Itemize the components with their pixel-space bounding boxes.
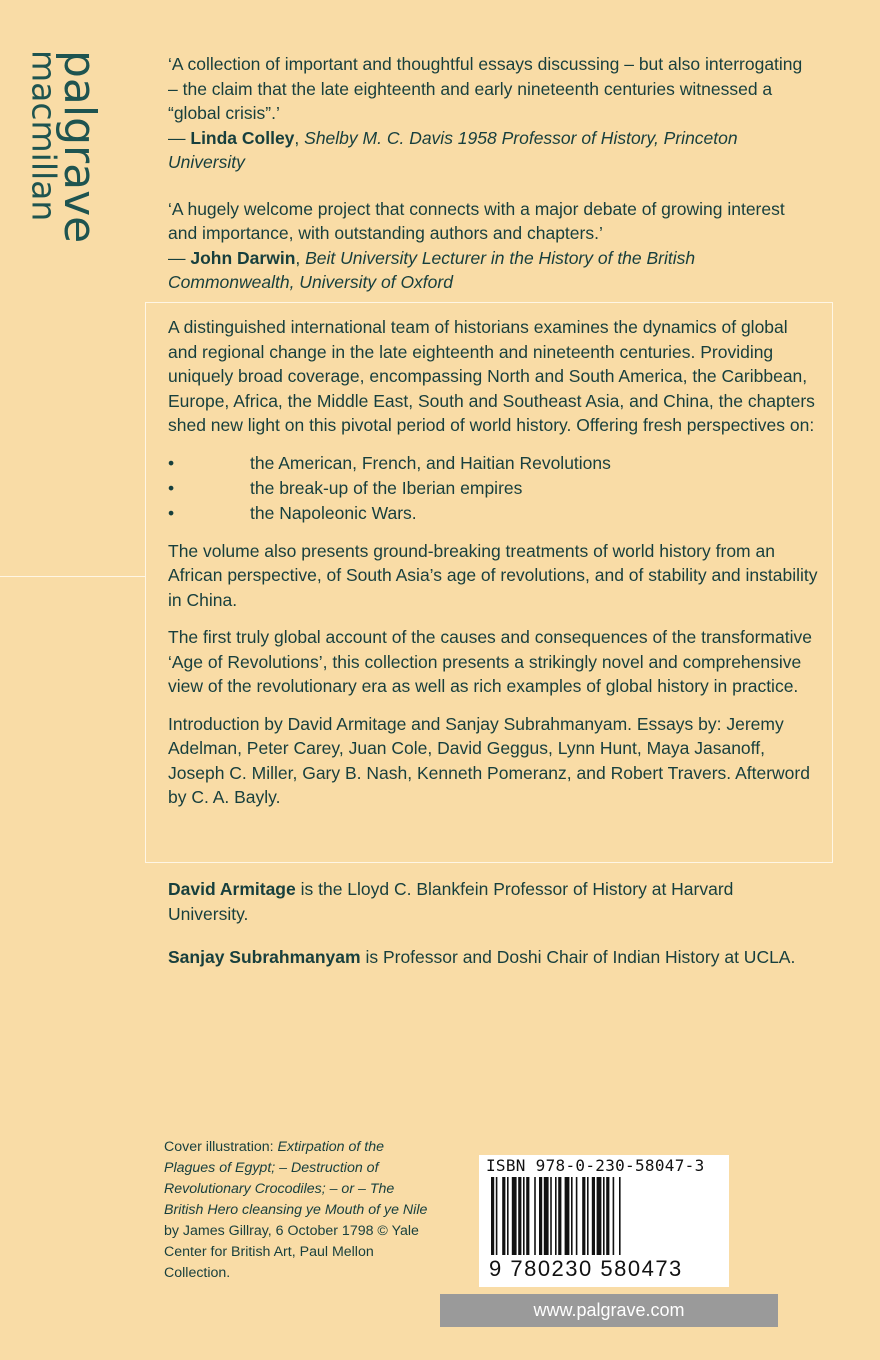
quote-text: ‘A hugely welcome project that connects with a major debate of growing interest and importance, with outstanding authors and chapters.’ [168,198,785,243]
quote-separator: , [294,127,305,148]
barcode-bar [555,1177,557,1255]
barcode-bar [603,1177,605,1255]
logo-word-palgrave: palgrave [53,50,105,244]
quote-dash: — [168,247,191,268]
barcode-bar [597,1177,602,1255]
cover-credit-suffix: by James Gillray, 6 October 1798 © Yale Center for British Art, Paul Mellon Collection. [164,1223,419,1281]
list-item-text: the break-up of the Iberian empires [250,477,523,498]
description-paragraph: The first truly global account of the causes and consequences of the transformative ‘Age of Revolutions’, this collection presents a strikingly novel and comprehensive view of the revolutionary era as well as rich examples of global history in practice. [168,627,812,696]
barcode-bar [576,1177,578,1255]
endorsement-quote [168,197,808,295]
list-item [168,451,818,476]
bullet-icon: • [168,452,175,473]
barcode-bar [606,1177,609,1255]
quote-separator: , [295,247,306,268]
contributors-paragraph: Introduction by David Armitage and Sanjay Subrahmanyam. Essays by: Jeremy Adelman, Peter Carey, Juan Cole, David Geggus, Lynn Hunt, Maya Jasanoff, Joseph C. Miller, Gary B. Nash, Kenneth Pomeranz, and Robert Travers. Afterword by C. A. Bayly. [168,713,810,807]
list-item-text: the American, French, and Haitian Revolutions [250,452,611,473]
endorsement-quote [168,52,808,175]
list-item [168,476,818,501]
barcode-bar [526,1177,529,1255]
editor-name: Sanjay Subrahmanyam [168,947,361,967]
isbn-barcode [479,1155,729,1287]
barcode-bar [544,1177,549,1255]
editor-bio-text: is Professor and Doshi Chair of Indian History at UCLA. [360,947,796,967]
quote-dash: — [168,127,191,148]
barcode-bar [587,1177,589,1255]
barcode-bar [558,1177,561,1255]
bullet-icon: • [168,477,175,498]
barcode-bar [496,1177,498,1255]
list-item [168,501,818,526]
barcode-bar [592,1177,595,1255]
decorative-rule [0,576,146,577]
perspectives-list [168,451,818,526]
cover-artwork-title: Extirpation of the Plagues of Egypt; – Destruction of Revolutionary Crocodiles; – or – The British Hero cleansing ye Mouth of ye Nile [164,1139,428,1218]
editor-bio [168,877,808,926]
barcode-bar [619,1177,621,1255]
barcode-bar [582,1177,585,1255]
isbn-digits: 9 780230 580473 [489,1256,683,1281]
barcode-bar [512,1177,517,1255]
barcode-bar [523,1177,525,1255]
isbn-label: ISBN 978-0-230-58047-3 [486,1156,705,1175]
list-item-text: the Napoleonic Wars. [250,502,417,523]
website-link[interactable]: www.palgrave.com [440,1294,778,1327]
description-paragraph: The volume also presents ground-breaking treatments of world history from an African perspective, of South Asia’s age of revolutions, and of stability and instability in China. [168,540,818,610]
barcode-bar [613,1177,615,1255]
quote-author: John Darwin [190,247,296,268]
barcode-bar [491,1177,494,1255]
editor-bio-text: is the Lloyd C. Blankfein Professor of History at Harvard University. [168,879,734,924]
barcode-bar [518,1177,521,1255]
barcode-bar [539,1177,542,1255]
barcode-bar [502,1177,505,1255]
editor-name: David Armitage [168,879,296,899]
quote-text: ‘A collection of important and thoughtful essays discussing – but also interrogating – the claim that the late eighteenth and early nineteenth centuries witnessed a “global crisis”.’ [168,54,803,123]
bullet-icon: • [168,502,175,523]
editor-bio [168,945,808,970]
barcode-bar [534,1177,536,1255]
publisher-logo [24,50,105,244]
quote-affiliation: Shelby M. C. Davis 1958 Professor of History, Princeton University [168,127,738,172]
endorsements [168,52,808,317]
description-box [145,302,833,863]
cover-credit [164,1137,428,1284]
barcode-bar [565,1177,570,1255]
barcode-bar [550,1177,552,1255]
quote-author: Linda Colley [190,127,295,148]
logo-word-macmillan: macmillan [24,50,64,222]
description-intro: A distinguished international team of historians examines the dynamics of global and regional change in the late eighteenth and nineteenth centuries. Providing uniquely broad coverage, encompassing North and South America, the Caribbean, Europe, Africa, the Middle East, South and Southeast Asia, and China, the chapters shed new light on this pivotal period of world history. Offering fresh perspectives on: [168,317,815,435]
cover-credit-prefix: Cover illustration: [164,1139,278,1155]
barcode-icon [491,1177,717,1255]
barcode-bar [507,1177,509,1255]
quote-affiliation: Beit University Lecturer in the History of the British Commonwealth, University of Oxford [168,247,696,292]
barcode-bar [571,1177,573,1255]
